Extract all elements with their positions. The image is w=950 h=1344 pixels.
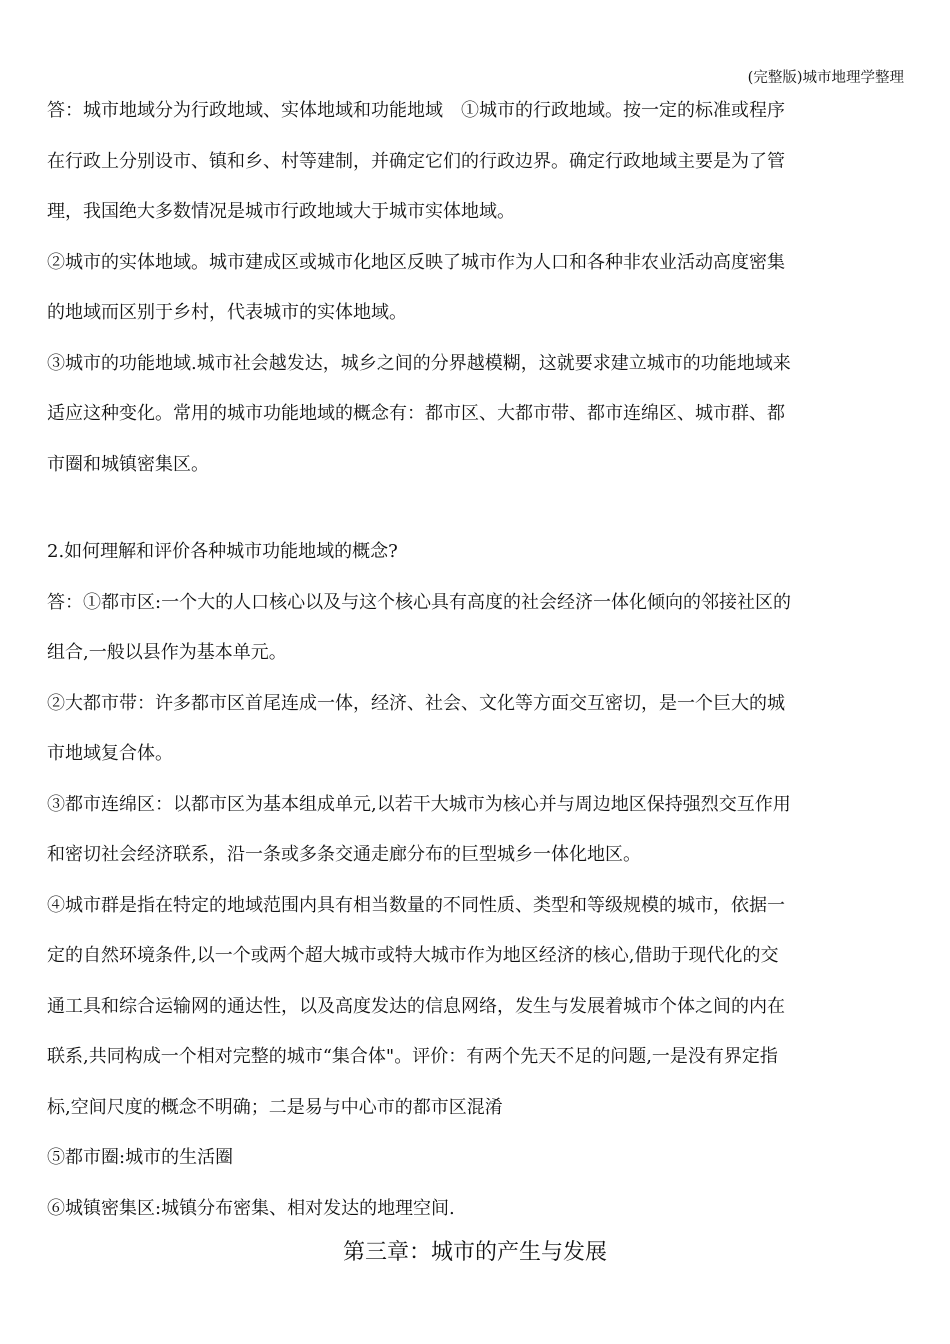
paragraph-answer-3 xyxy=(47,792,905,868)
text-line: ④城市群是指在特定的地域范围内具有相当数量的不同性质、类型和等级规模的城市，依据一 xyxy=(47,894,785,916)
text-line: 理，我国绝大多数情况是城市行政地域大于城市实体地域。 xyxy=(47,201,515,222)
text-line: 联系,共同构成一个相对完整的城市“集合体"。评价：有两个先天不足的问题,一是没有界定指 xyxy=(47,1046,778,1067)
text-line: 组合,一般以县作为基本单元。 xyxy=(47,642,287,663)
chapter-heading: 第三章：城市的产生与发展 xyxy=(342,1240,607,1265)
text-line: 定的自然环境条件,以一个或两个超大城市或特大城市作为地区经济的核心,借助于现代化的交 xyxy=(47,945,779,966)
text-line: 在行政上分别设市、镇和乡、村等建制，并确定它们的行政边界。确定行政地域主要是为了管 xyxy=(47,150,785,172)
text-line: ③都市连绵区：以都市区为基本组成单元,以若干大城市为核心并与周边地区保持强烈交互作用 xyxy=(47,793,791,815)
text-line: 适应这种变化。常用的城市功能地域的概念有：都市区、大都市带、都市连绵区、城市群、都 xyxy=(47,403,785,424)
paragraph-2 xyxy=(47,250,905,326)
text-line: 的地域而区别于乡村，代表城市的实体地域。 xyxy=(47,302,407,323)
text-line: 答：城市地域分为行政地域、实体地域和功能地域 ①城市的行政地域。按一定的标准或程序 xyxy=(47,100,785,121)
paragraph-1 xyxy=(47,98,905,224)
question-2 xyxy=(47,539,905,564)
document-body xyxy=(47,98,905,1246)
text-line: 市地域复合体。 xyxy=(47,743,173,764)
text-line: 和密切社会经济联系，沿一条或多条交通走廊分布的巨型城乡一体化地区。 xyxy=(47,844,641,865)
paragraph-answer-6 xyxy=(47,1196,905,1221)
text-line: 通工具和综合运输网的通达性，以及高度发达的信息网络，发生与发展着城市个体之间的内在 xyxy=(47,995,785,1017)
text-line: 答：①都市区:一个大的人口核心以及与这个核心具有高度的社会经济一体化倾向的邻接社区的 xyxy=(47,591,792,613)
text-line: 标,空间尺度的概念不明确；二是易与中心市的都市区混淆 xyxy=(47,1096,503,1118)
paragraph-3 xyxy=(47,351,905,477)
question-text: 2.如何理解和评价各种城市功能地域的概念? xyxy=(47,541,398,562)
text-line: ⑥城镇密集区:城镇分布密集、相对发达的地理空间. xyxy=(47,1197,455,1219)
paragraph-spacer xyxy=(47,502,905,539)
paragraph-answer-1 xyxy=(47,590,905,666)
text-line: ②城市的实体地域。城市建成区或城市化地区反映了城市作为人口和各种非农业活动高度密集 xyxy=(47,251,785,273)
text-line: ③城市的功能地域.城市社会越发达，城乡之间的分界越模糊，这就要求建立城市的功能地域来 xyxy=(47,352,791,374)
paragraph-answer-5 xyxy=(47,1145,905,1170)
paragraph-answer-2 xyxy=(47,691,905,767)
paragraph-answer-4 xyxy=(47,893,905,1120)
text-line: ②大都市带：许多都市区首尾连成一体，经济、社会、文化等方面交互密切，是一个巨大的城 xyxy=(47,692,785,714)
text-line: ⑤都市圈:城市的生活圈 xyxy=(47,1147,234,1168)
text-line: 市圈和城镇密集区。 xyxy=(47,453,209,475)
document-header: (完整版)城市地理学整理 xyxy=(747,70,904,86)
